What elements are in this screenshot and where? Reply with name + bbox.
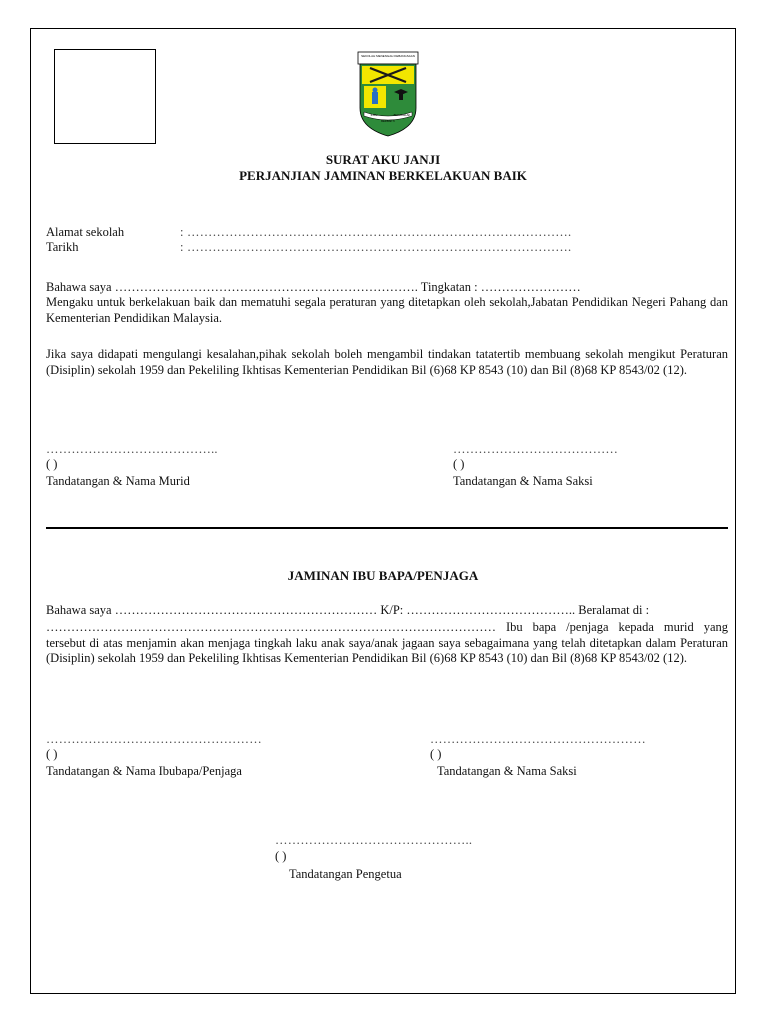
form-subtitle: PERJANJIAN JAMINAN BERKELAKUAN BAIK bbox=[239, 168, 527, 183]
crest-motto-bottom: BERBAKTI bbox=[381, 119, 395, 123]
section-divider bbox=[46, 527, 728, 529]
guardian-heading: JAMINAN IBU BAPA/PENJAGA bbox=[287, 568, 479, 583]
principal-name-brackets: ( ) bbox=[275, 849, 287, 863]
witness1-name-brackets: ( ) bbox=[453, 457, 465, 471]
witness2-signature-label: Tandatangan & Nama Saksi bbox=[437, 764, 577, 778]
pledge-paragraph: Mengaku untuk berkelakuan baik dan mematuhi segala peraturan yang ditetapkan oleh sekolah,Jabatan Pendidikan Negeri Pahang dan Kementerian Pendidikan Malaysia. bbox=[46, 295, 728, 325]
parent-signature-line[interactable]: …………………………………………… bbox=[46, 732, 262, 746]
principal-signature-label: Tandatangan Pengetua bbox=[289, 867, 402, 881]
form-title: SURAT AKU JANJI bbox=[325, 152, 441, 167]
discipline-paragraph: Jika saya didapati mengulangi kesalahan,pihak sekolah boleh mengambil tindakan tatatertib membuang sekolah mengikut Peraturan (Disiplin) sekolah 1959 dan Pekeliling Ikhtisas Kementerian Pendidikan Bil (6)68 KP 8543 (10) dan Bil (8)68 KP 8543/02 (12). bbox=[46, 347, 728, 377]
crest-motto-left: ILMU bbox=[370, 113, 378, 117]
crest-banner-text: SEKOLAH MENENGAH KEBANGSAAN bbox=[361, 54, 415, 58]
alamat-label: Alamat sekolah bbox=[46, 225, 125, 239]
witness2-signature-line[interactable]: …………………………………………… bbox=[430, 732, 646, 746]
witness1-signature-label: Tandatangan & Nama Saksi bbox=[453, 474, 593, 488]
principal-signature-line[interactable]: ……………………………………….. bbox=[275, 833, 473, 847]
student-signature-line[interactable]: ………………………………….. bbox=[46, 442, 218, 456]
witness2-name-brackets: ( ) bbox=[430, 747, 442, 761]
school-crest-icon bbox=[356, 50, 420, 138]
witness1-signature-line[interactable]: ………………………………… bbox=[453, 442, 619, 456]
student-name-line[interactable]: Bahawa saya ………………………………………………………………. Tingkatan : …………………… bbox=[46, 280, 581, 294]
parent-signature-label: Tandatangan & Nama Ibubapa/Penjaga bbox=[46, 764, 242, 778]
photo-box bbox=[54, 49, 156, 144]
tarikh-label: Tarikh bbox=[46, 240, 79, 254]
guardian-paragraph: ……………………………………………………………………………………………… Ibu bapa /penjaga kepada murid yang tersebut di atas menjamin akan menjaga tingkah laku anak saya/anak jagaan saya sebagaimana yang telah ditetapkan dalam Peraturan (Disiplin) sekolah 1959 dan Pekeliling Ikhtisas Kementerian Pendidikan Bil (6)68 KP 8543 (10) dan Bil (8)68 KP 8543/02 (12). bbox=[46, 620, 728, 665]
crest-motto-right: BERAKHLAK bbox=[393, 113, 411, 117]
student-signature-label: Tandatangan & Nama Murid bbox=[46, 474, 190, 488]
student-name-brackets: ( ) bbox=[46, 457, 58, 471]
alamat-field[interactable]: : ………………………………………………………………………………. bbox=[180, 225, 572, 239]
parent-name-brackets: ( ) bbox=[46, 747, 58, 761]
guardian-name-line[interactable]: Bahawa saya ……………………………………………………… K/P: ………………………………….. Beralamat di : bbox=[46, 603, 650, 617]
tarikh-field[interactable]: : ………………………………………………………………………………. bbox=[180, 240, 572, 254]
